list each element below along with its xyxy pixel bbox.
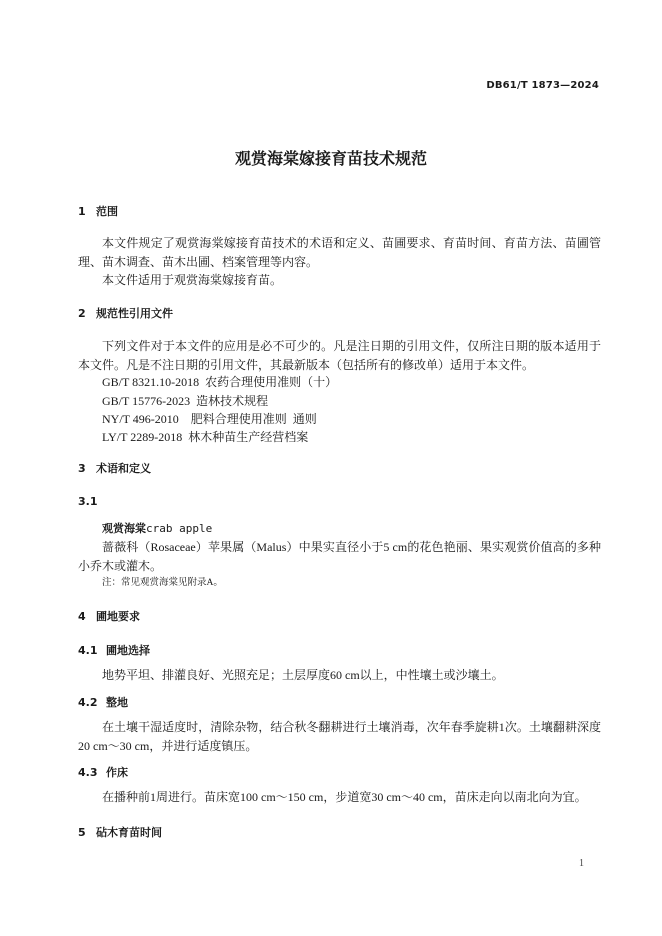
document-title: 观赏海棠嫁接育苗技术规范 <box>234 149 427 168</box>
subsection-4-2-body <box>78 718 601 755</box>
section-title: 圃地要求 <box>96 610 140 623</box>
paragraph: 本文件规定了观赏海棠嫁接育苗技术的术语和定义、苗圃要求、育苗时间、育苗方法、苗圃管理、苗木调查、苗木出圃、档案管理等内容。 <box>78 236 601 269</box>
section-3-heading <box>78 460 151 476</box>
reference-item: NY/T 496-2010 肥料合理使用准则 通则 <box>102 412 317 426</box>
subsection-title: 整地 <box>106 696 128 709</box>
section-title: 范围 <box>96 205 118 218</box>
paragraph: 蔷薇科（Rosaceae）苹果属（Malus）中果实直径小于5 cm的花色艳丽、果实观赏价值高的多种小乔木或灌木。 <box>78 540 601 573</box>
subsection-4-1-heading <box>78 642 150 658</box>
section-title: 规范性引用文件 <box>96 307 173 320</box>
term-definition <box>78 538 601 575</box>
section-number: 5 <box>78 826 86 839</box>
section-2-heading <box>78 305 173 321</box>
section-4-heading <box>78 608 140 624</box>
subsection-4-3-body <box>78 788 601 807</box>
term-chinese: 观赏海棠 <box>102 522 146 535</box>
subsection-title: 作床 <box>106 766 128 779</box>
subsection-number: 4.3 <box>78 766 98 779</box>
section-number: 3 <box>78 462 86 475</box>
section-5-heading <box>78 824 162 840</box>
reference-item: LY/T 2289-2018 林木种苗生产经营档案 <box>102 430 309 444</box>
section-title: 砧木育苗时间 <box>96 826 162 839</box>
section-2-body <box>78 337 601 374</box>
term-entry <box>102 520 212 536</box>
subsection-4-3-heading <box>78 764 128 780</box>
paragraph: 在播种前1周进行。苗床宽100 cm～150 cm，步道宽30 cm～40 cm，苗床走向以南北向为宜。 <box>102 790 587 804</box>
reference-item: GB/T 15776-2023 造林技术规程 <box>102 394 269 408</box>
page-number: 1 <box>579 858 584 869</box>
subsection-4-1-body <box>78 666 601 685</box>
subsection-title: 圃地选择 <box>106 644 150 657</box>
subsection-4-2-heading <box>78 694 128 710</box>
paragraph: 本文件适用于观赏海棠嫁接育苗。 <box>102 273 283 288</box>
note: 注：常见观赏海棠见附录A。 <box>102 578 223 588</box>
section-title: 术语和定义 <box>96 462 151 475</box>
term-english: crab apple <box>146 522 213 535</box>
section-number: 1 <box>78 205 86 218</box>
reference-item: GB/T 8321.10-2018 农药合理使用准则（十） <box>102 375 338 389</box>
paragraph: 在土壤干湿适度时，清除杂物，结合秋冬翻耕进行土壤消毒，次年春季旋耕1次。土壤翻耕深度20 cm～30 cm，并进行适度镇压。 <box>78 720 601 753</box>
subsection-number: 4.1 <box>78 644 98 657</box>
section-1-heading <box>78 203 118 219</box>
section-number: 4 <box>78 610 86 623</box>
subsection-number: 4.2 <box>78 696 98 709</box>
section-number: 2 <box>78 307 86 320</box>
section-1-body <box>78 234 601 290</box>
document-number: DB61/T 1873—2024 <box>486 80 599 91</box>
paragraph: 地势平坦、排灌良好、光照充足；土层厚度60 cm以上，中性壤土或沙壤土。 <box>102 668 504 682</box>
subsection-3-1-number: 3.1 <box>78 495 98 508</box>
paragraph: 下列文件对于本文件的应用是必不可少的。凡是注日期的引用文件，仅所注日期的版本适用于本文件。凡是不注日期的引用文件，其最新版本（包括所有的修改单）适用于本文件。 <box>78 339 601 372</box>
